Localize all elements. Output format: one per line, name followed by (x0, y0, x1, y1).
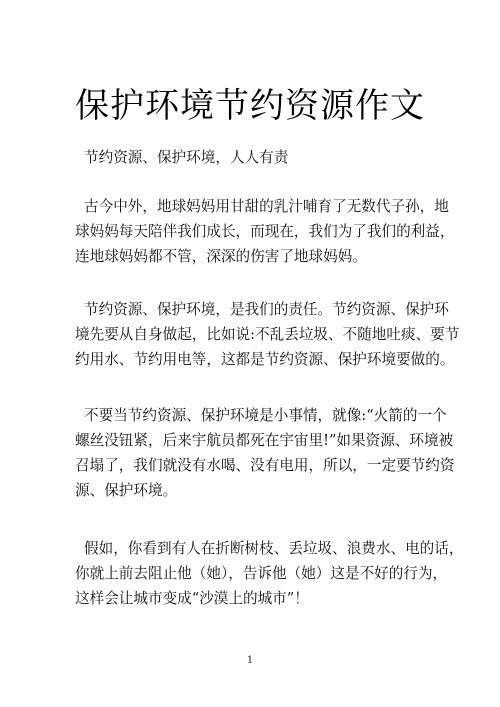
paragraph-1 (75, 194, 455, 269)
paragraph-line: 境先要从自身做起，比如说:不乱丢垃圾、不随地吐痰、要节 (75, 326, 460, 343)
paragraph-4 (75, 536, 464, 611)
paragraph-line: 连地球妈妈都不管，深深的伤害了地球妈妈。 (75, 248, 367, 265)
paragraph-line: 假如，你看到有人在折断树枝、丢垃圾、浪费水、电的话， (84, 540, 464, 557)
paragraph-line: 螺丝没钮紧，后来宇航员都死在宇宙里!”如果资源、环境被 (75, 432, 454, 449)
paragraph-line: 源、保护环境。 (75, 482, 178, 499)
page-number: 1 (246, 655, 254, 666)
paragraph-line: 节约资源、保护环境，是我们的责任。节约资源、保护环 (84, 301, 449, 318)
paragraph-line: 这样会让城市变成“沙漠上的城市”！ (75, 590, 309, 607)
paragraph-line: 召塌了，我们就没有水喝、没有电用，所以，一定要节约资 (75, 457, 455, 474)
document-subtitle: 节约资源、保护环境，人人有责 (84, 149, 289, 166)
paragraph-3 (75, 403, 455, 503)
document-title: 保护环境节约资源作文 (75, 86, 425, 126)
paragraph-line: 古今中外，地球妈妈用甘甜的乳汁哺育了无数代子孙，地 (84, 198, 449, 215)
paragraph-line: 球妈妈每天陪伴我们成长，而现在，我们为了我们的利益， (75, 223, 455, 240)
paragraph-line: 约用水、节约用电等，这都是节约资源、保护环境要做的。 (75, 351, 455, 368)
paragraph-2 (75, 297, 460, 372)
paragraph-line: 你就上前去阻止他（她），告诉他（她）这是不好的行为， (75, 565, 448, 582)
paragraph-line: 不要当节约资源、保护环境是小事情，就像:“火箭的一个 (84, 407, 447, 424)
